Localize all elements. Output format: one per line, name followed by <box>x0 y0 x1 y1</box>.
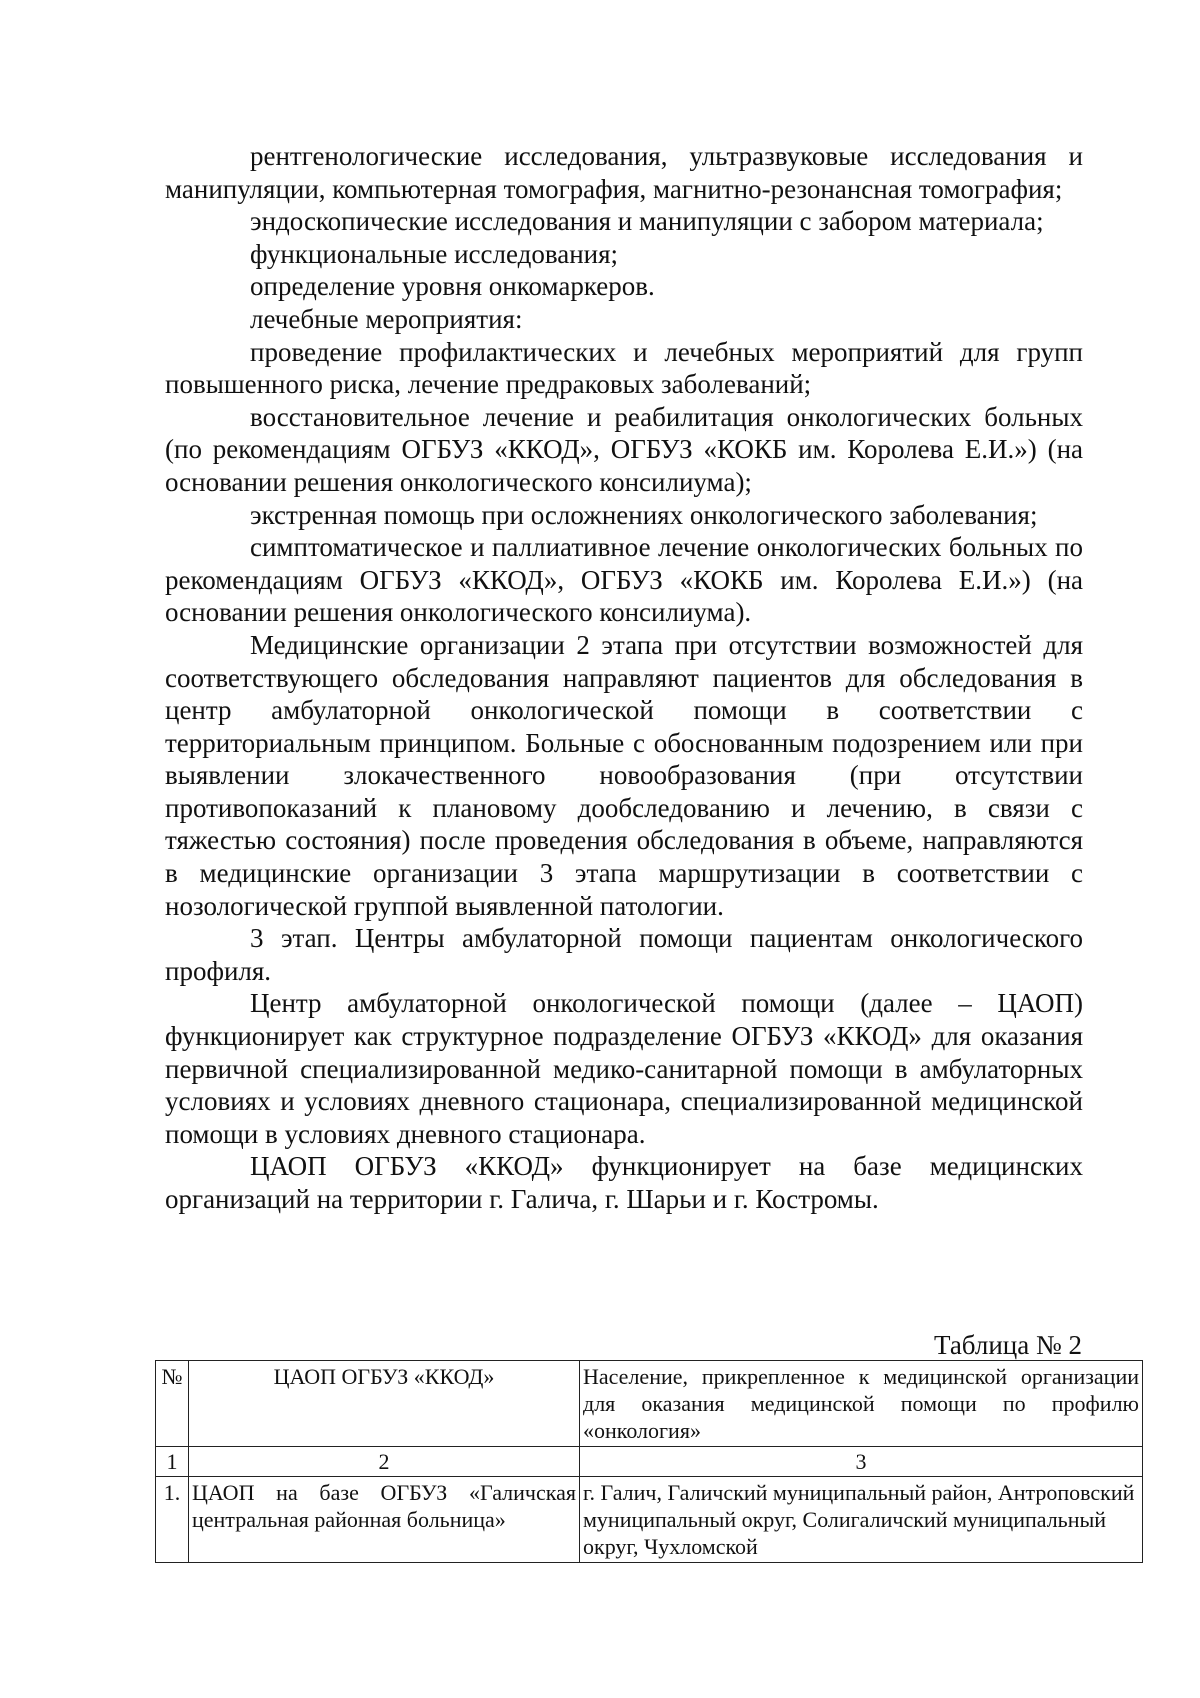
row-number: 1. <box>156 1477 189 1563</box>
paragraph-oncomarkers: определение уровня онкомаркеров. <box>250 271 655 302</box>
paragraph-stage3-heading: 3 этап. Центры амбулаторной помощи пациентам онкологического профиля. <box>165 923 1083 986</box>
paragraph-endoscopy: эндоскопические исследования и манипуляции с забором материала; <box>250 206 1044 237</box>
paragraph-imaging: рентгенологические исследования, ультразвуковые исследования и манипуляции, компьютерная томография, магнитно-резонансная томография; <box>165 141 1083 204</box>
header-number: № <box>156 1361 189 1447</box>
paragraph-treatment-heading: лечебные мероприятия: <box>250 303 523 334</box>
paragraph-stage2-referral: Медицинские организации 2 этапа при отсутствии возможностей для соответствующего обследования направляют пациентов для обследования в центр амбулаторной онкологической помощи в соответствии с территориальным принципом. Больные с обоснованным подозрением или при выявлении злокачественного новообразования (при отсутствии противопоказаний к плановому дообследованию и лечению, в связи с тяжестью состояния) после проведения обследования в объеме, направляются в медицинские организации 3 этапа маршрутизации в соответствии с нозологической группой выявленной патологии. <box>165 629 1083 921</box>
paragraph-rehabilitation: восстановительное лечение и реабилитация онкологических больных (по рекомендациям ОГБУЗ «ККОД», ОГБУЗ «КОКБ им. Королева Е.И.») (на основании решения онкологического консилиума); <box>165 401 1083 497</box>
table-caption: Таблица № 2 <box>934 1330 1082 1360</box>
paragraph-functional: функциональные исследования; <box>250 238 619 269</box>
column-number-1: 1 <box>156 1447 189 1477</box>
row-caop-name: ЦАОП на базе ОГБУЗ «Галичская центральная районная больница» <box>189 1477 580 1563</box>
table-row <box>156 1477 1143 1563</box>
paragraph-caop-locations: ЦАОП ОГБУЗ «ККОД» функционирует на базе медицинских организаций на территории г. Галича, г. Шарьи и г. Костромы. <box>165 1151 1083 1214</box>
column-number-2: 2 <box>189 1447 580 1477</box>
row-population: г. Галич, Галичский муниципальный район, Антроповский муниципальный округ, Солигаличский муниципальный округ, Чухломской <box>580 1477 1143 1563</box>
paragraph-emergency: экстренная помощь при осложнениях онкологического заболевания; <box>250 499 1038 530</box>
table-column-number-row <box>156 1447 1143 1477</box>
body-text <box>165 140 1083 1216</box>
paragraph-palliative: симптоматическое и паллиативное лечение онкологических больных по рекомендациям ОГБУЗ «ККОД», ОГБУЗ «КОКБ им. Королева Е.И.») (на основании решения онкологического консилиума). <box>165 532 1083 628</box>
paragraph-prevention: проведение профилактических и лечебных мероприятий для групп повышенного риска, лечение предраковых заболеваний; <box>165 336 1083 400</box>
header-population: Население, прикрепленное к медицинской организации для оказания медицинской помощи по профилю «онкология» <box>580 1361 1143 1447</box>
column-number-3: 3 <box>580 1447 1143 1477</box>
caop-table <box>155 1360 1143 1563</box>
table-header-row <box>156 1361 1143 1447</box>
header-caop: ЦАОП ОГБУЗ «ККОД» <box>189 1361 580 1447</box>
paragraph-caop-definition: Центр амбулаторной онкологической помощи (далее – ЦАОП) функционирует как структурное подразделение ОГБУЗ «ККОД» для оказания первичной специализированной медико-санитарной помощи в амбулаторных условиях и условиях дневного стационара, специализированной медицинской помощи в условиях дневного стационара. <box>165 988 1083 1149</box>
